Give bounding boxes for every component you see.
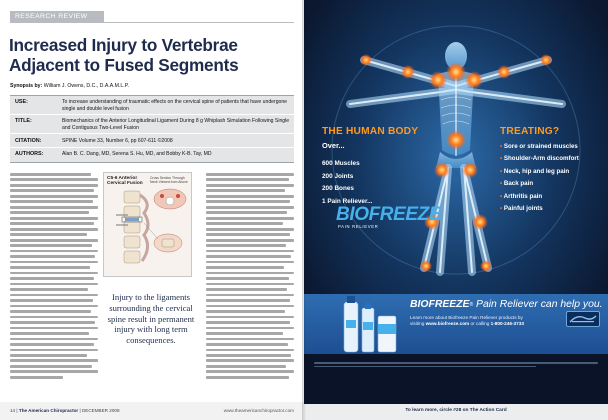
- biofreeze-advertisement: [304, 0, 608, 420]
- learn-line-2b: or calling: [469, 321, 491, 326]
- condition-item: • Back pain: [500, 180, 534, 188]
- ad-heading-human-body: THE HUMAN BODY: [322, 126, 419, 137]
- ad-fine-print: [314, 362, 598, 367]
- page-number: 14: [10, 408, 16, 413]
- figure-title: C5-6 Anterior Cervical Fusion: [107, 176, 143, 187]
- learn-line-1: Learn more about Biofreeze Pain Reliever products by: [410, 315, 523, 320]
- summary-row-citation: [10, 138, 294, 148]
- bullet-icon: •: [500, 192, 504, 200]
- condition-item: • Sore or strained muscles: [500, 143, 578, 150]
- banner-tail: Pain Reliever can help you.: [473, 299, 603, 310]
- synopsis-author: William J. Owens, D.C., D.A.A.M.L.P.: [43, 83, 129, 89]
- summary-row-use: [10, 99, 294, 115]
- ad-heading-over: Over...: [322, 141, 345, 150]
- body-stat-item: 600 Muscles: [322, 160, 360, 167]
- summary-table: [10, 95, 294, 163]
- body-stat-item: 200 Joints: [322, 172, 354, 180]
- learn-line-2a: visiting: [410, 321, 426, 326]
- article-column-2: [206, 173, 294, 379]
- brand-wordmark: BIOFREEZE: [336, 204, 442, 225]
- bullet-icon: •: [500, 180, 504, 188]
- condition-item: • Painful joints: [500, 205, 543, 213]
- ad-heading-treating: TREATING?: [500, 126, 560, 137]
- action-card-text: To learn more, circle #28 on The Action Card: [405, 408, 507, 413]
- banner-learn-more: [410, 315, 560, 327]
- condition-item: • Arthritis pain: [500, 192, 543, 200]
- pull-quote: Injury to the ligaments surrounding the cervical spine result in permanent injury with long term consequences.: [107, 292, 195, 346]
- product-bottles-icon: [340, 294, 402, 360]
- body-stat-item: 200 Bones: [322, 185, 354, 193]
- biofreeze-website-link[interactable]: www.biofreeze.com: [425, 321, 470, 326]
- synopsis-byline: [10, 83, 294, 89]
- spine-illustration: [104, 173, 191, 276]
- article-column-1: [10, 173, 98, 379]
- bullet-icon: •: [500, 143, 504, 150]
- biofreeze-phone-link[interactable]: 1-800-246-3733: [490, 321, 524, 326]
- summary-key: TITLE:: [15, 118, 32, 124]
- page-gutter: [302, 0, 306, 420]
- article-title-line-1: Increased Injury to Vertebrae: [9, 35, 238, 55]
- article-title: [9, 35, 299, 75]
- figure-caption: Cross Section Through Neck Viewed from Above: [150, 176, 188, 184]
- bullet-icon: •: [500, 205, 504, 213]
- banner-headline: [410, 299, 603, 311]
- brand-tagline: PAIN RELIEVER: [338, 224, 379, 229]
- registered-mark: ®: [469, 302, 474, 308]
- section-rule: [10, 22, 294, 23]
- section-tag: RESEARCH REVIEW: [10, 11, 104, 22]
- summary-value: Alan B. C. Dang, MD, Serena S. Hu, MD, and Bobby K-B. Tay, MD: [62, 151, 212, 157]
- body-stat-item: 1 Pain Reliever...: [322, 197, 373, 205]
- bullet-icon: •: [500, 155, 504, 163]
- summary-value: SPINE Volume 33, Number 6, pp 607-611 ©2008: [62, 138, 173, 144]
- issue-date: DECEMBER 2008: [81, 408, 120, 413]
- summary-row-authors: [10, 151, 294, 161]
- magazine-name: The American Chiropractor: [18, 408, 79, 413]
- banner-brand: BIOFREEZE: [410, 299, 470, 310]
- summary-value: Biomechanics of the Anterior Longitudinal Ligament During 8 g Whiplash Simulation Following Single and Contiguous Two-Level Fusion: [62, 118, 290, 131]
- performance-health-logo-icon: [566, 311, 600, 327]
- condition-item: • Neck, hip and leg pain: [500, 167, 570, 175]
- folio: 14 | The American Chiropractor | DECEMBER 2008: [10, 408, 120, 413]
- magazine-website[interactable]: www.theamericanchiropractor.com: [223, 408, 294, 413]
- article-title-line-2: Adjacent to Fused Segments: [9, 55, 239, 75]
- summary-row-title: [10, 118, 294, 134]
- biofreeze-logo: [336, 204, 442, 231]
- synopsis-label: Synopsis by:: [10, 83, 43, 89]
- body-stats-list: [322, 158, 372, 208]
- summary-key: AUTHORS:: [15, 151, 44, 157]
- bullet-icon: •: [500, 167, 504, 175]
- summary-key: CITATION:: [15, 138, 42, 144]
- summary-key: USE:: [15, 99, 28, 105]
- anatomy-figure: [103, 172, 192, 277]
- conditions-list: [500, 141, 579, 215]
- condition-item: • Shoulder-Arm discomfort: [500, 155, 579, 163]
- summary-value: To increase understanding of traumatic effects on the cervical spine of patients that have undergone single and double level fusion: [62, 99, 288, 112]
